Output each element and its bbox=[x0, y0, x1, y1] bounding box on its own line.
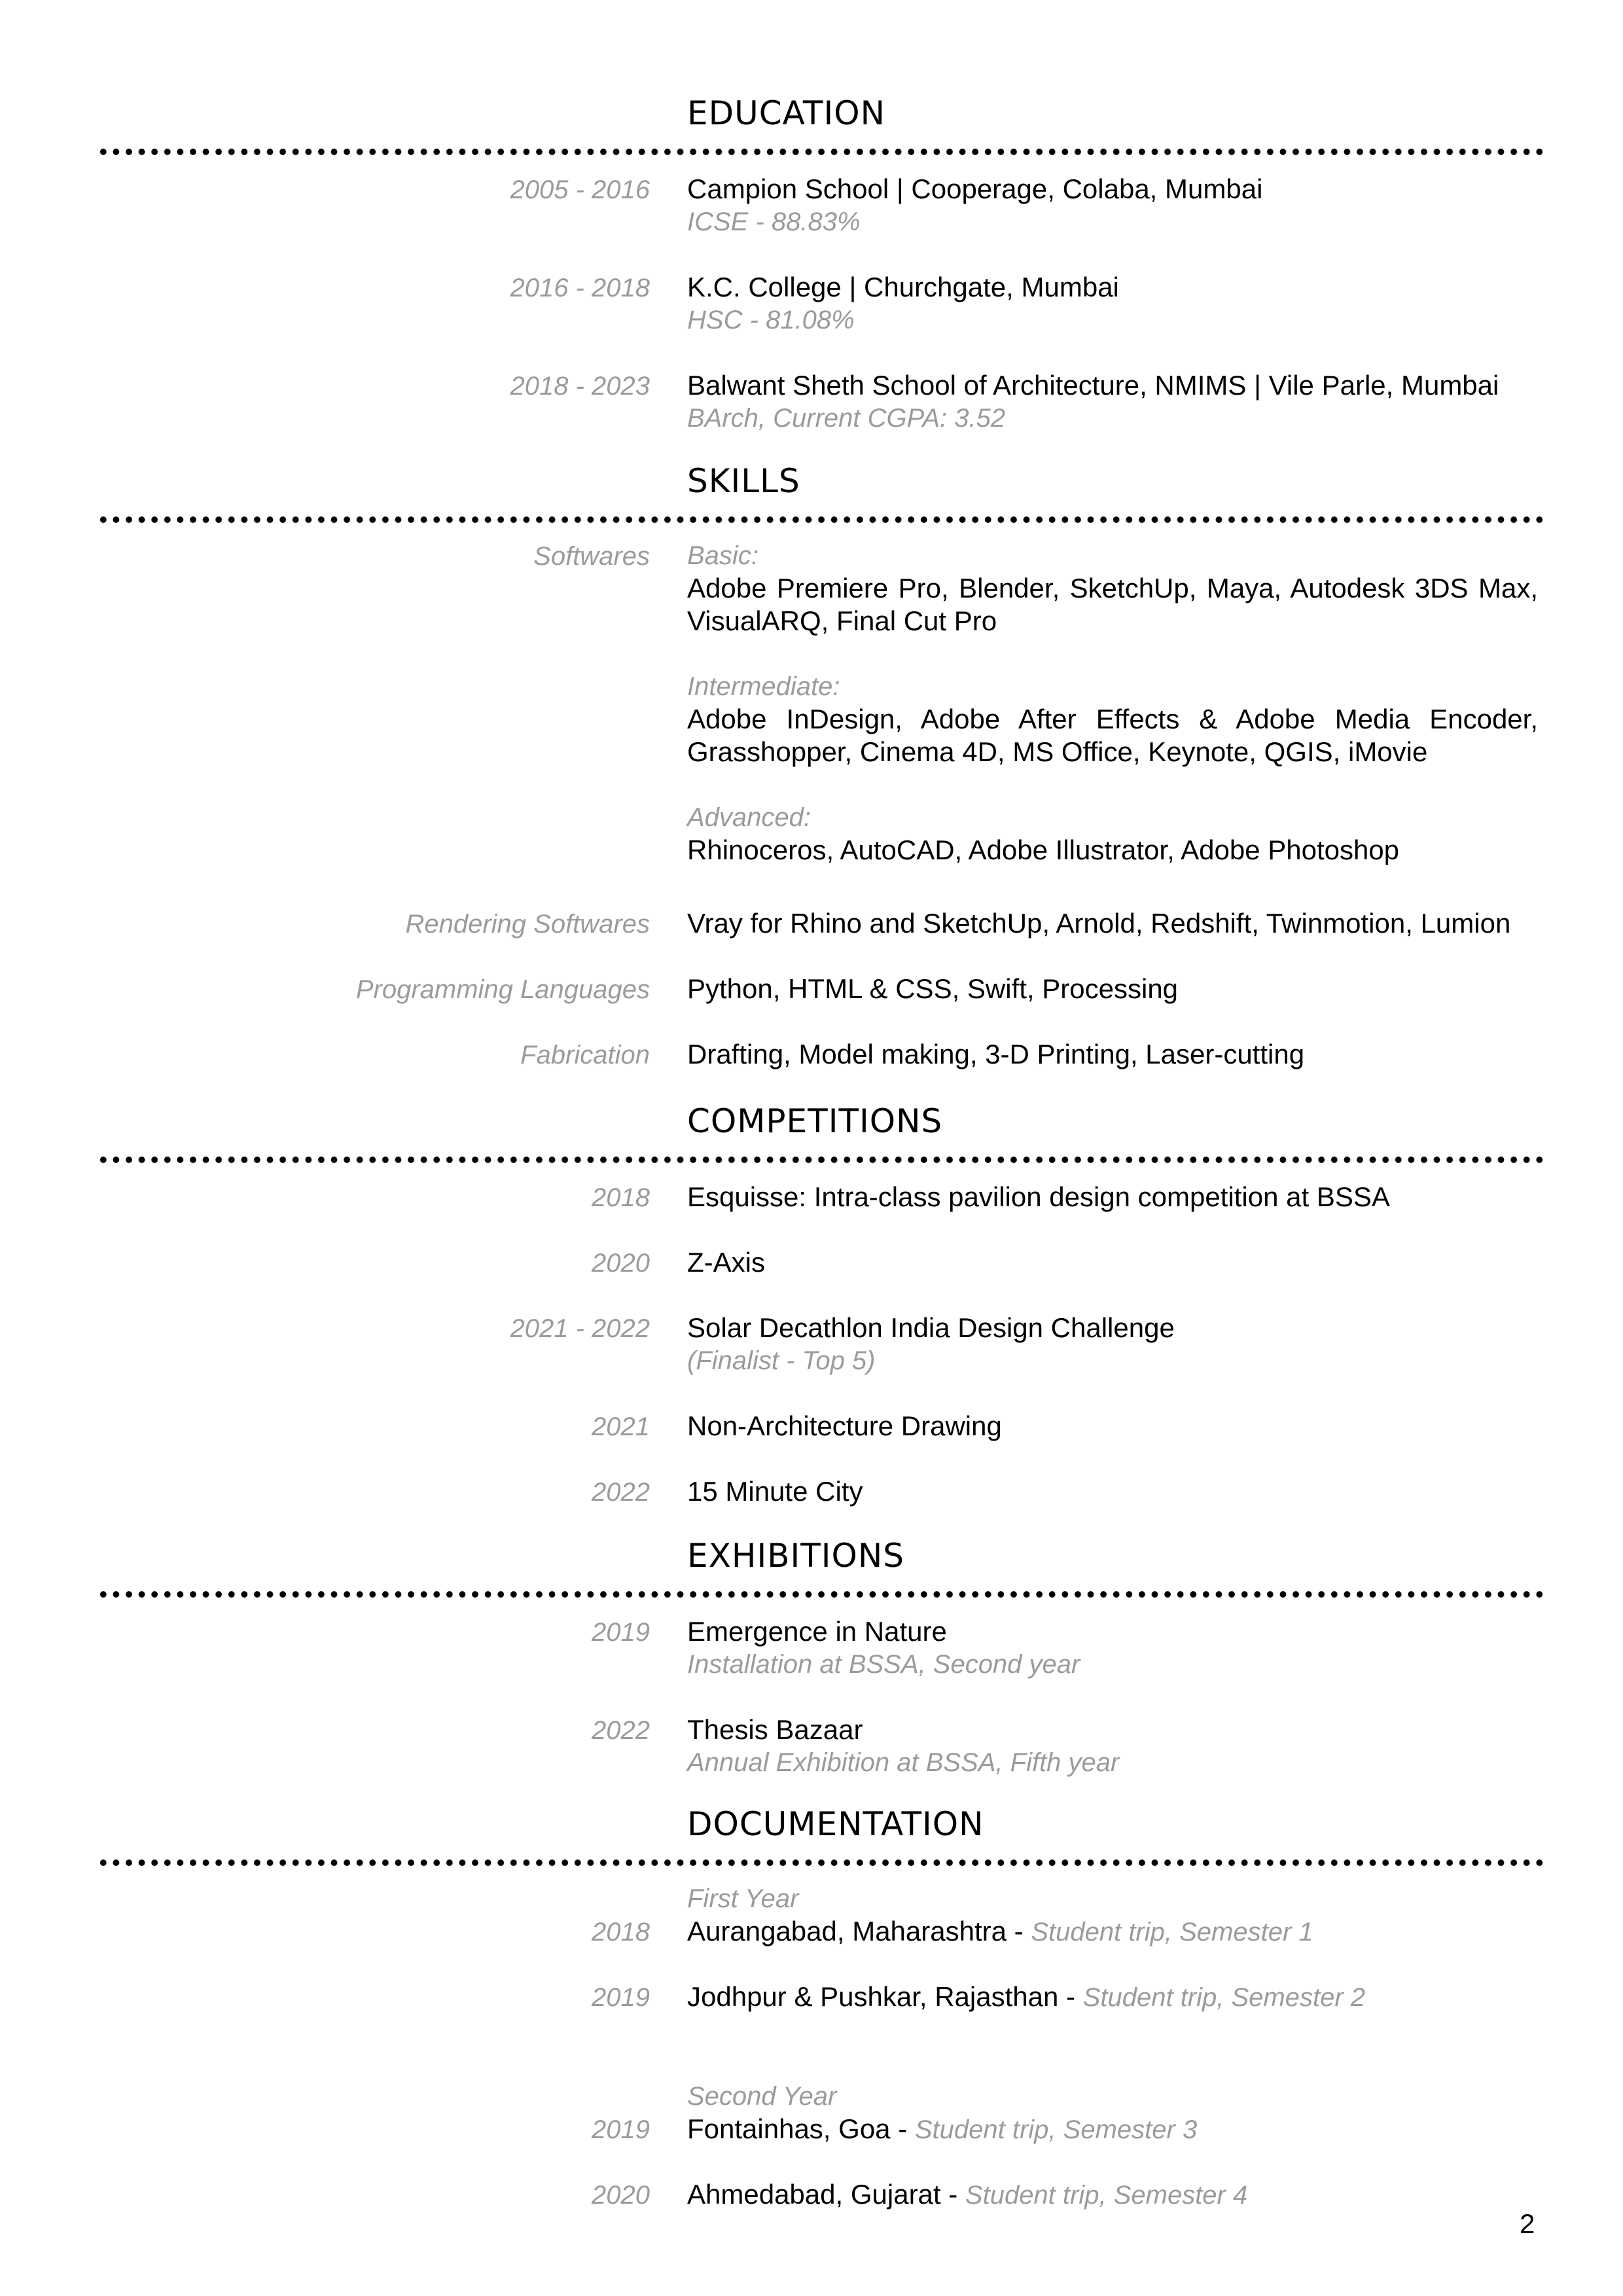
competition-detail: (Finalist - Top 5) bbox=[687, 1346, 876, 1375]
documentation-note: Student trip, Semester 1 bbox=[1031, 1918, 1313, 1946]
education-detail: ICSE - 88.83% bbox=[687, 207, 861, 236]
documentation-heading: DOCUMENTATION bbox=[687, 1805, 984, 1843]
section-divider bbox=[97, 1859, 1543, 1867]
documentation-separator: - bbox=[890, 2113, 915, 2144]
competition-year: 2018 bbox=[592, 1183, 650, 1212]
documentation-year: 2018 bbox=[592, 1918, 650, 1946]
competition-year: 2021 - 2022 bbox=[510, 1314, 650, 1343]
education-title: Balwant Sheth School of Architecture, NMIMS | Vile Parle, Mumbai bbox=[687, 370, 1499, 401]
education-years: 2018 - 2023 bbox=[510, 372, 650, 401]
documentation-year: 2019 bbox=[592, 2115, 650, 2144]
competition-year: 2020 bbox=[592, 1249, 650, 1278]
competition-year: 2021 bbox=[592, 1412, 650, 1441]
skills-label-programming: Programming Languages bbox=[355, 975, 650, 1004]
exhibition-year: 2022 bbox=[592, 1716, 650, 1745]
exhibition-title: Thesis Bazaar bbox=[687, 1714, 863, 1745]
section-divider bbox=[97, 516, 1543, 524]
exhibition-detail: Annual Exhibition at BSSA, Fifth year bbox=[687, 1748, 1120, 1777]
documentation-place: Fontainhas, Goa bbox=[687, 2113, 891, 2144]
documentation-note: Student trip, Semester 4 bbox=[965, 2181, 1248, 2210]
competition-title: 15 Minute City bbox=[687, 1476, 863, 1507]
documentation-entry bbox=[687, 2113, 1538, 2146]
skills-label-fabrication: Fabrication bbox=[520, 1041, 650, 1069]
education-heading: EDUCATION bbox=[687, 94, 885, 132]
education-title: Campion School | Cooperage, Colaba, Mumbai bbox=[687, 173, 1263, 204]
documentation-first-year-label: First Year bbox=[687, 1884, 799, 1913]
section-divider bbox=[97, 1156, 1543, 1164]
education-title: K.C. College | Churchgate, Mumbai bbox=[687, 272, 1119, 302]
documentation-place: Aurangabad, Maharashtra bbox=[687, 1916, 1007, 1946]
documentation-separator: - bbox=[1006, 1916, 1031, 1946]
skills-advanced-text: Rhinoceros, AutoCAD, Adobe Illustrator, Adobe Photoshop bbox=[687, 834, 1400, 865]
skills-label-rendering: Rendering Softwares bbox=[405, 910, 650, 939]
documentation-year: 2019 bbox=[592, 1983, 650, 2012]
exhibition-detail: Installation at BSSA, Second year bbox=[687, 1650, 1080, 1679]
documentation-separator: - bbox=[1058, 1981, 1083, 2012]
skills-rendering-text: Vray for Rhino and SketchUp, Arnold, Redshift, Twinmotion, Lumion bbox=[687, 908, 1511, 939]
exhibitions-heading: EXHIBITIONS bbox=[687, 1537, 905, 1575]
exhibition-year: 2019 bbox=[592, 1618, 650, 1647]
competition-title: Esquisse: Intra-class pavilion design competition at BSSA bbox=[687, 1181, 1390, 1212]
documentation-year: 2020 bbox=[592, 2181, 650, 2210]
competition-title: Non-Architecture Drawing bbox=[687, 1410, 1002, 1441]
documentation-place: Ahmedabad, Gujarat bbox=[687, 2179, 941, 2210]
documentation-note: Student trip, Semester 3 bbox=[914, 2115, 1198, 2144]
education-years: 2005 - 2016 bbox=[510, 175, 650, 204]
skills-intermediate-text: Adobe InDesign, Adobe After Effects & Adobe Media Encoder, Grasshopper, Cinema 4D, MS Office, Keynote, QGIS, iMovie bbox=[687, 704, 1538, 767]
documentation-entry bbox=[687, 1915, 1538, 1948]
skills-heading: SKILLS bbox=[687, 462, 800, 500]
documentation-entry bbox=[687, 1981, 1538, 2014]
competitions-heading: COMPETITIONS bbox=[687, 1102, 943, 1140]
exhibition-title: Emergence in Nature bbox=[687, 1616, 947, 1647]
education-years: 2016 - 2018 bbox=[510, 274, 650, 302]
documentation-entry bbox=[687, 2178, 1538, 2212]
skills-programming-text: Python, HTML & CSS, Swift, Processing bbox=[687, 973, 1179, 1004]
skills-basic-text: Adobe Premiere Pro, Blender, SketchUp, Maya, Autodesk 3DS Max, VisualARQ, Final Cut Pro bbox=[687, 573, 1538, 636]
education-detail: HSC - 81.08% bbox=[687, 306, 855, 334]
documentation-separator: - bbox=[940, 2179, 965, 2210]
documentation-place: Jodhpur & Pushkar, Rajasthan bbox=[687, 1981, 1059, 2012]
skills-advanced-label: Advanced: bbox=[687, 803, 812, 832]
documentation-note: Student trip, Semester 2 bbox=[1082, 1983, 1366, 2012]
section-divider bbox=[97, 1590, 1543, 1598]
competition-title: Solar Decathlon India Design Challenge bbox=[687, 1312, 1175, 1343]
skills-intermediate-label: Intermediate: bbox=[687, 672, 840, 701]
skills-label-softwares: Softwares bbox=[533, 542, 650, 571]
section-divider bbox=[97, 148, 1543, 156]
skills-fabrication-text: Drafting, Model making, 3-D Printing, Laser-cutting bbox=[687, 1039, 1305, 1069]
competition-year: 2022 bbox=[592, 1478, 650, 1507]
page-number: 2 bbox=[1520, 2208, 1535, 2239]
education-detail: BArch, Current CGPA: 3.52 bbox=[687, 404, 1006, 433]
documentation-second-year-label: Second Year bbox=[687, 2082, 837, 2111]
skills-basic-label: Basic: bbox=[687, 541, 758, 570]
competition-title: Z-Axis bbox=[687, 1247, 765, 1278]
